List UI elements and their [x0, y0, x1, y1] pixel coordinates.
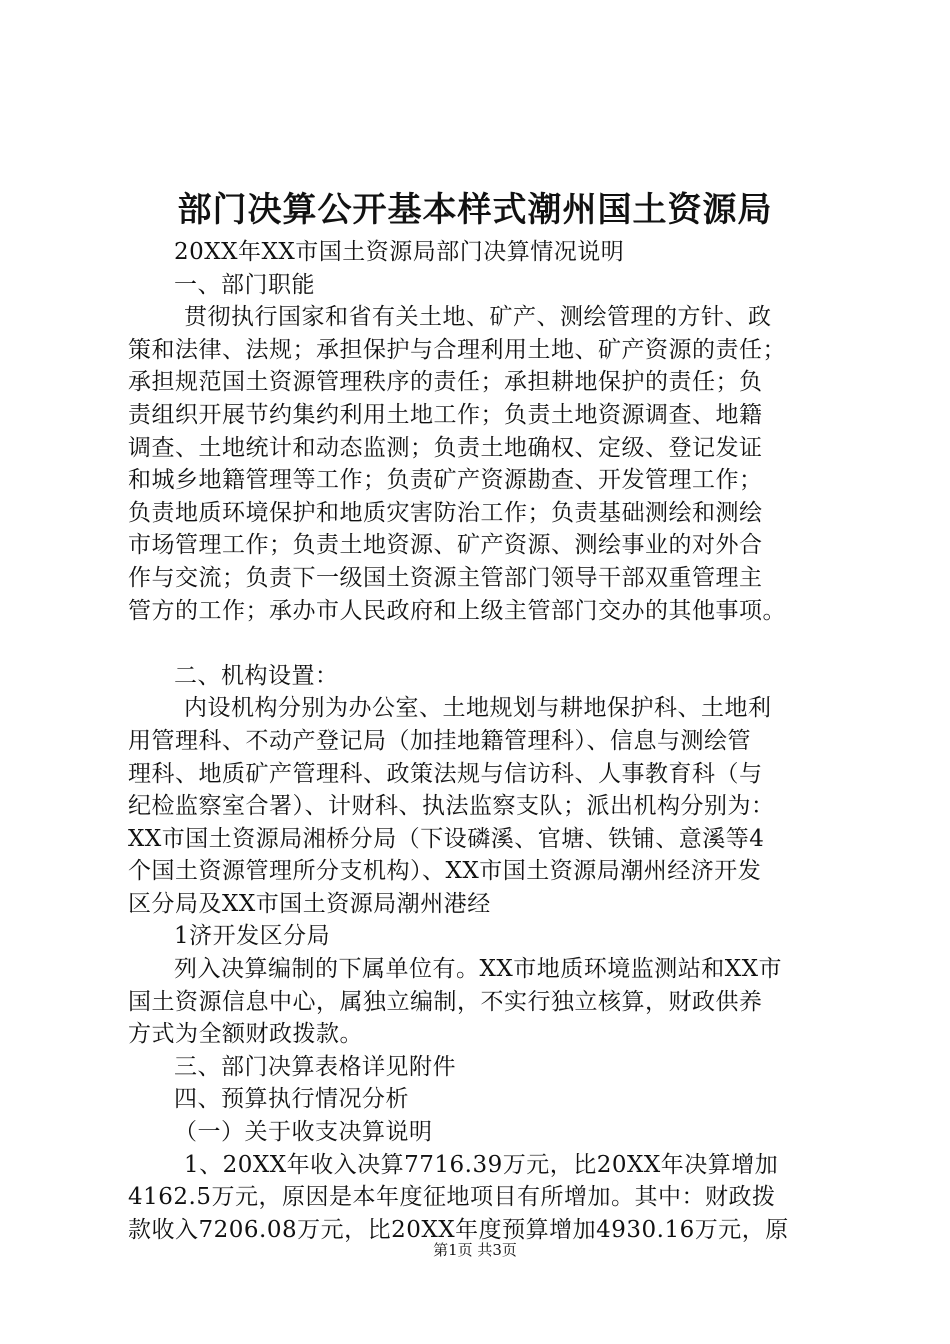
paragraph-line: 款收入7206.08万元，比20XX年度预算增加4930.16万元，原 [128, 1216, 789, 1243]
section-heading-1: 一、部门职能 [174, 271, 315, 298]
paragraph-line: 方式为全额财政拨款。 [128, 1021, 363, 1048]
paragraph-line: 市场管理工作；负责土地资源、矿产资源、测绘事业的对外合 [128, 532, 763, 559]
paragraph-line: 1济开发区分局 [174, 923, 331, 950]
section-heading-3: 三、部门决算表格详见附件 [174, 1053, 456, 1080]
paragraph-line: 作与交流；负责下一级国土资源主管部门领导干部双重管理主 [128, 564, 763, 591]
paragraph-line: 管方的工作；承办市人民政府和上级主管部门交办的其他事项。 [128, 597, 786, 624]
paragraph-line: 理科、地质矿产管理科、政策法规与信访科、人事教育科（与 [128, 760, 763, 787]
paragraph-line: 国土资源信息中心，属独立编制，不实行独立核算，财政供养 [128, 988, 763, 1015]
document-title: 部门决算公开基本样式潮州国土资源局 [177, 190, 773, 230]
paragraph-line: 个国土资源管理所分支机构）、XX市国土资源局潮州经济开发 [128, 858, 762, 885]
paragraph-line: 负责地质环境保护和地质灾害防治工作；负责基础测绘和测绘 [128, 499, 763, 526]
paragraph-line: XX市国土资源局湘桥分局（下设磷溪、官塘、铁铺、意溪等4 [128, 825, 765, 852]
paragraph-line: 承担规范国土资源管理秩序的责任；承担耕地保护的责任；负 [128, 369, 763, 396]
paragraph-line: 和城乡地籍管理等工作；负责矿产资源勘查、开发管理工作； [128, 467, 763, 494]
section-heading-4: 四、预算执行情况分析 [174, 1086, 409, 1113]
paragraph-line: 用管理科、不动产登记局（加挂地籍管理科）、信息与测绘管 [128, 727, 751, 754]
subsection-heading: （一）关于收支决算说明 [174, 1119, 433, 1146]
blank-line [128, 627, 850, 660]
paragraph-line: 策和法律、法规；承担保护与合理利用土地、矿产资源的责任； [128, 336, 786, 363]
paragraph-line: 调查、土地统计和动态监测；负责土地确权、定级、登记发证 [128, 434, 763, 461]
paragraph-line: 列入决算编制的下属单位有。XX市地质环境监测站和XX市 [174, 956, 782, 983]
subtitle-line: 20XX年XX市国土资源局部门决算情况说明 [174, 239, 625, 265]
paragraph-line: 1、20XX年收入决算7716.39万元，比20XX年决算增加 [184, 1151, 779, 1178]
page-footer: 第1页 共3页 [433, 1241, 517, 1259]
paragraph-line: 4162.5万元，原因是本年度征地项目有所增加。其中：财政拨 [128, 1184, 776, 1211]
paragraph-line: 纪检监察室合署）、计财科、执法监察支队；派出机构分别为： [128, 793, 775, 820]
paragraph-line: 责组织开展节约集约利用土地工作；负责土地资源调查、地籍 [128, 401, 763, 428]
paragraph-line: 贯彻执行国家和省有关土地、矿产、测绘管理的方针、政 [184, 304, 772, 331]
paragraph-line: 区分局及XX市国土资源局潮州港经 [128, 890, 491, 917]
paragraph-line: 内设机构分别为办公室、土地规划与耕地保护科、土地利 [184, 695, 772, 722]
section-heading-2: 二、机构设置： [174, 662, 339, 689]
document-body [128, 236, 850, 1246]
